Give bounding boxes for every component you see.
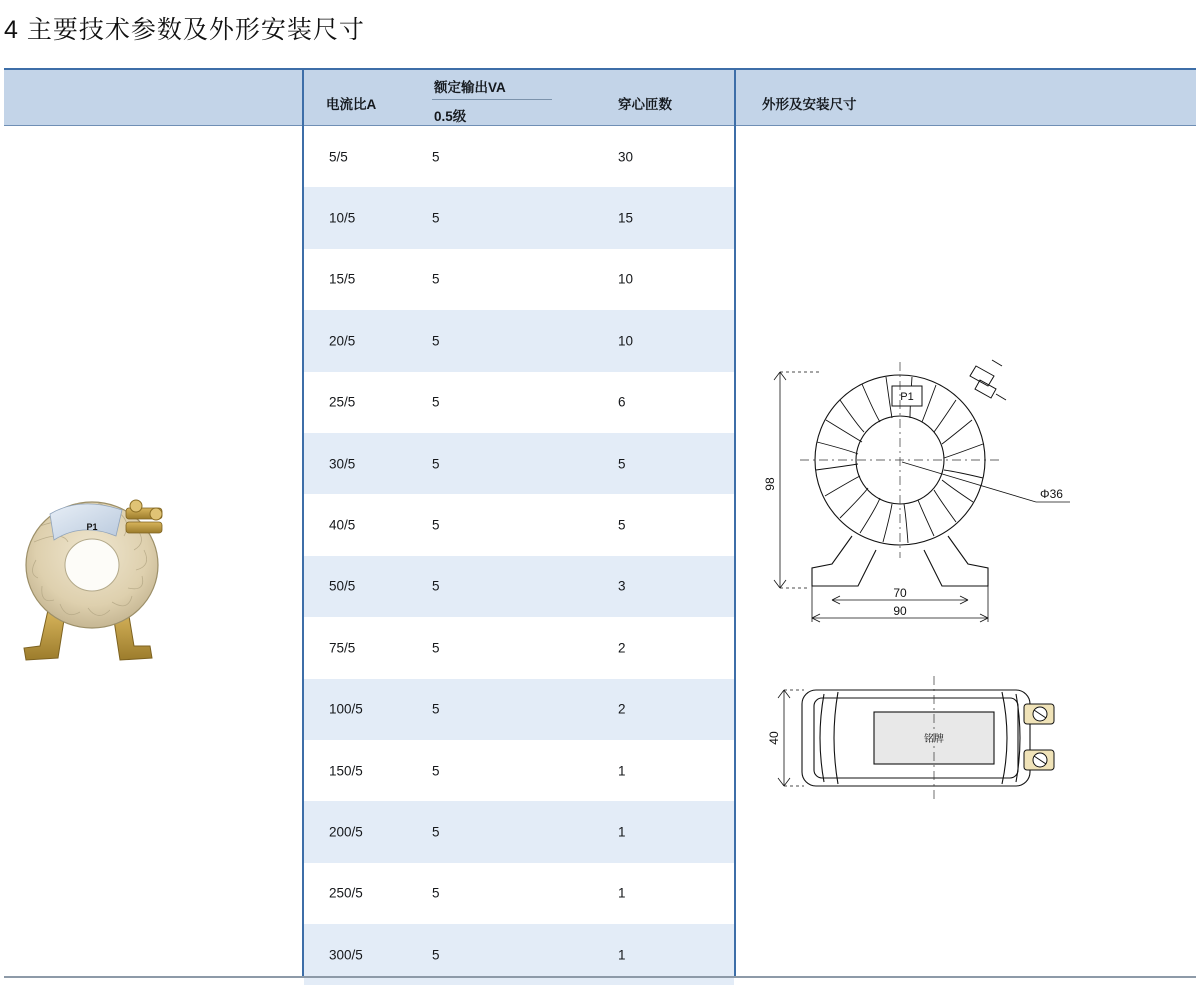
inner-diameter-dim: Φ36: [1040, 487, 1063, 501]
foot-inner-dim-label: 70: [893, 586, 907, 600]
cell-turns: 10: [618, 333, 634, 349]
table-row: [304, 126, 734, 187]
cell-turns: 2: [618, 640, 626, 656]
cell-output: 5: [432, 394, 440, 410]
thickness-dim-label: 40: [767, 731, 781, 745]
cell-ratio: 50/5: [329, 578, 356, 594]
table-row: [304, 494, 734, 555]
table-row: [304, 310, 734, 371]
side-view-drawing: [740, 660, 1140, 820]
thickness-dimension: [778, 690, 804, 786]
cell-ratio: 150/5: [329, 763, 363, 779]
cell-ratio: 25/5: [329, 394, 356, 410]
cell-ratio: 75/5: [329, 640, 356, 656]
cell-ratio: 20/5: [329, 333, 356, 349]
terminal-screws: [970, 360, 1006, 400]
cell-turns: 2: [618, 701, 626, 717]
cell-output: 5: [432, 210, 440, 226]
cell-turns: 10: [618, 271, 634, 287]
cell-output: 5: [432, 456, 440, 472]
cell-ratio: 15/5: [329, 271, 356, 287]
table-header-band: [4, 70, 1196, 125]
table-row: [304, 433, 734, 494]
foot-right: [924, 536, 988, 586]
cell-turns: 1: [618, 763, 626, 779]
cell-output: 5: [432, 578, 440, 594]
cell-output: 5: [432, 824, 440, 840]
cell-ratio: 30/5: [329, 456, 356, 472]
cell-output: 5: [432, 640, 440, 656]
column-header-ratio: 电流比A: [326, 97, 377, 112]
table-row: [304, 740, 734, 801]
cell-output: 5: [432, 149, 440, 165]
cell-output: 5: [432, 885, 440, 901]
nameplate-label: 铭牌: [924, 734, 944, 745]
column-header-output: 额定输出VA: [434, 80, 506, 95]
cell-turns: 1: [618, 824, 626, 840]
front-terminal-label-box: [892, 386, 922, 406]
product-photo: [10, 470, 225, 670]
cell-output: 5: [432, 517, 440, 533]
front-terminal-label: P1: [900, 391, 914, 403]
foot-left: [812, 536, 876, 586]
cell-turns: 5: [618, 517, 626, 533]
cell-turns: 30: [618, 149, 634, 165]
header-divider: [432, 99, 552, 100]
cell-output: 5: [432, 701, 440, 717]
cell-turns: 3: [618, 578, 626, 594]
height-dimension: [774, 372, 820, 588]
table-row: [304, 863, 734, 924]
photo-screw-terminals: [126, 500, 162, 533]
cell-ratio: 250/5: [329, 885, 363, 901]
table-row: [304, 372, 734, 433]
photo-terminal-label: P1: [86, 522, 98, 532]
page-title: 4 主要技术参数及外形安装尺寸: [4, 16, 365, 44]
table-row: [304, 679, 734, 740]
table-row: [304, 187, 734, 248]
height-dim-label: 98: [763, 477, 777, 491]
cell-ratio: 300/5: [329, 947, 363, 963]
table-row: [304, 617, 734, 678]
table-body: [304, 126, 734, 985]
foot-outer-dim-label: 90: [893, 604, 907, 618]
cell-output: 5: [432, 333, 440, 349]
column-header-turns: 穿心匝数: [618, 97, 672, 112]
cell-turns: 15: [618, 210, 634, 226]
cell-ratio: 40/5: [329, 517, 356, 533]
table-row: [304, 249, 734, 310]
front-view-drawing: [740, 350, 1160, 650]
column-header-accuracy: 0.5级: [434, 109, 467, 124]
table-row: [304, 556, 734, 617]
column-separator-right: [734, 70, 736, 976]
cell-ratio: 5/5: [329, 149, 348, 165]
cell-output: 5: [432, 763, 440, 779]
cell-turns: 6: [618, 394, 626, 410]
column-header-dimensions: 外形及安装尺寸: [762, 97, 857, 112]
cell-turns: 1: [618, 885, 626, 901]
cell-turns: 5: [618, 456, 626, 472]
side-screw-terminals: [1024, 704, 1054, 770]
cell-output: 5: [432, 271, 440, 287]
cell-ratio: 10/5: [329, 210, 356, 226]
cell-ratio: 100/5: [329, 701, 363, 717]
cell-ratio: 200/5: [329, 824, 363, 840]
cell-output: 5: [432, 947, 440, 963]
cell-turns: 1: [618, 947, 626, 963]
table-bottom-rule: [4, 976, 1196, 978]
table-row: [304, 801, 734, 862]
